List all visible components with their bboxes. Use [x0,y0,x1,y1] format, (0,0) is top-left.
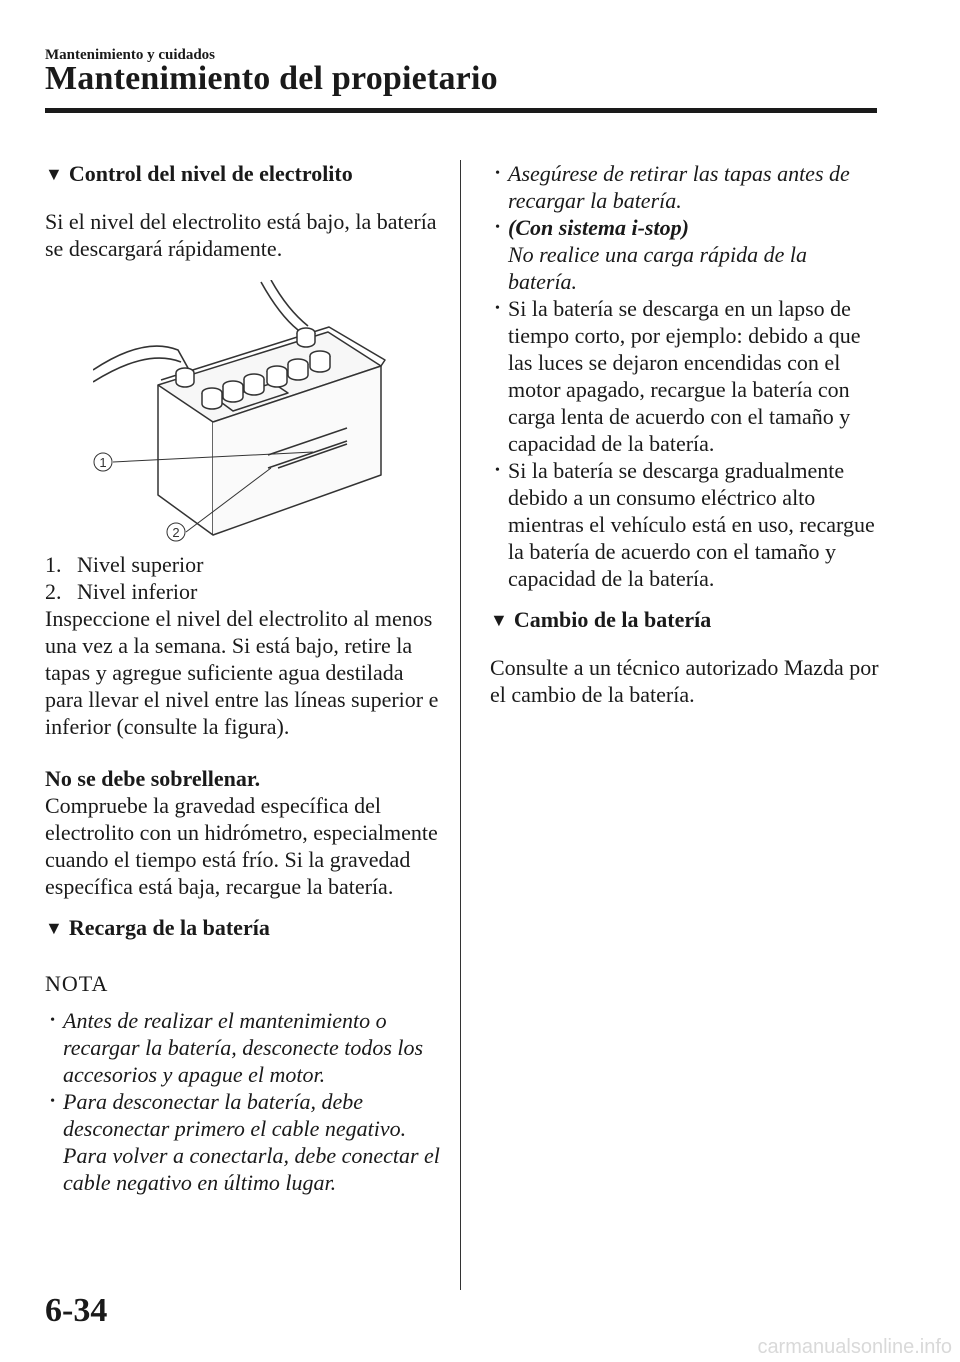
legend-item: 2. Nivel inferior [45,579,198,604]
recharge-list [490,295,880,592]
battery-illustration-icon [93,280,393,545]
list-item: • Si la batería se descarga en un lapso de tiempo corto, por ejemplo: debido a que las luces se dejaron encendidas con el motor apagado, recargue la batería con carga lenta de acuerdo con el tamaño y capacidad de la batería. [495,296,861,456]
triangle-down-icon: ▼ [45,918,63,938]
watermark: carmanualsonline.info [757,1336,952,1358]
bullet-icon: • [495,220,500,235]
note-label: NOTA [45,971,109,996]
list-item: • Si la batería se descarga gradualmente debido a un consumo eléctrico alto mientras el vehículo está en uso, recargue la batería de acuerdo con el tamaño y capacidad de la batería. [495,458,875,591]
note-item: • Antes de realizar el mantenimiento o recargar la batería, desconecte todos los accesorios y apague el motor. [50,1008,424,1087]
heading-electrolyte-check [45,160,440,188]
section-label: Mantenimiento y cuidados [45,47,216,63]
note-item: • (Con sistema i-stop) No realice una carga rápida de la batería. [495,215,807,294]
bullet-icon: • [495,166,500,181]
callout-1: 1 [99,455,107,470]
note-list-continued [490,160,880,295]
heading-text: Cambio de la batería [513,607,712,632]
gravity-paragraph: Compruebe la gravedad específica del electrolito con un hidrómetro, especialmente cuando el tiempo está frío. Si la gravedad específica está baja, recargue la batería. [45,793,438,899]
inspect-paragraph: Inspeccione el nivel del electrolito al menos una vez a la semana. Si está bajo, retire la tapas y agregue suficiente agua destilada para llevar el nivel entre las líneas superior e inferior (consulte la figura). [45,606,439,739]
legend-item: 1. Nivel superior [45,552,204,577]
bullet-icon: • [495,463,500,478]
note-list [45,1007,440,1196]
heading-replacement [490,606,880,634]
note-item: • Asegúrese de retirar las tapas antes de recargar la batería. [495,161,850,213]
page-number: 6-34 [45,1292,108,1329]
bullet-icon: • [50,1094,55,1109]
overfill-warning: No se debe sobrellenar. [45,766,261,791]
note-item: • Para desconectar la batería, debe desconectar primero el cable negativo. Para volver a conectarla, debe conectar el cable negativo en último lugar. [50,1089,440,1195]
right-column [490,160,880,708]
page-title: Mantenimiento del propietario [45,60,498,97]
triangle-down-icon: ▼ [490,610,508,630]
heading-recharge [45,914,440,942]
callout-2: 2 [172,525,180,540]
intro-paragraph: Si el nivel del electrolito está bajo, la batería se descargará rápidamente. [45,209,437,261]
bullet-icon: • [495,301,500,316]
istop-label: (Con sistema i-stop) [508,215,689,240]
bullet-icon: • [50,1013,55,1028]
left-column [45,160,440,1196]
heading-text: Recarga de la batería [68,915,270,940]
replace-paragraph: Consulte a un técnico autorizado Mazda por el cambio de la batería. [490,655,879,707]
triangle-down-icon: ▼ [45,164,63,184]
column-divider [460,160,461,1290]
figure-legend [45,551,440,605]
battery-figure [93,280,393,545]
title-rule [45,108,877,113]
heading-text: Control del nivel de electrolito [68,161,353,186]
